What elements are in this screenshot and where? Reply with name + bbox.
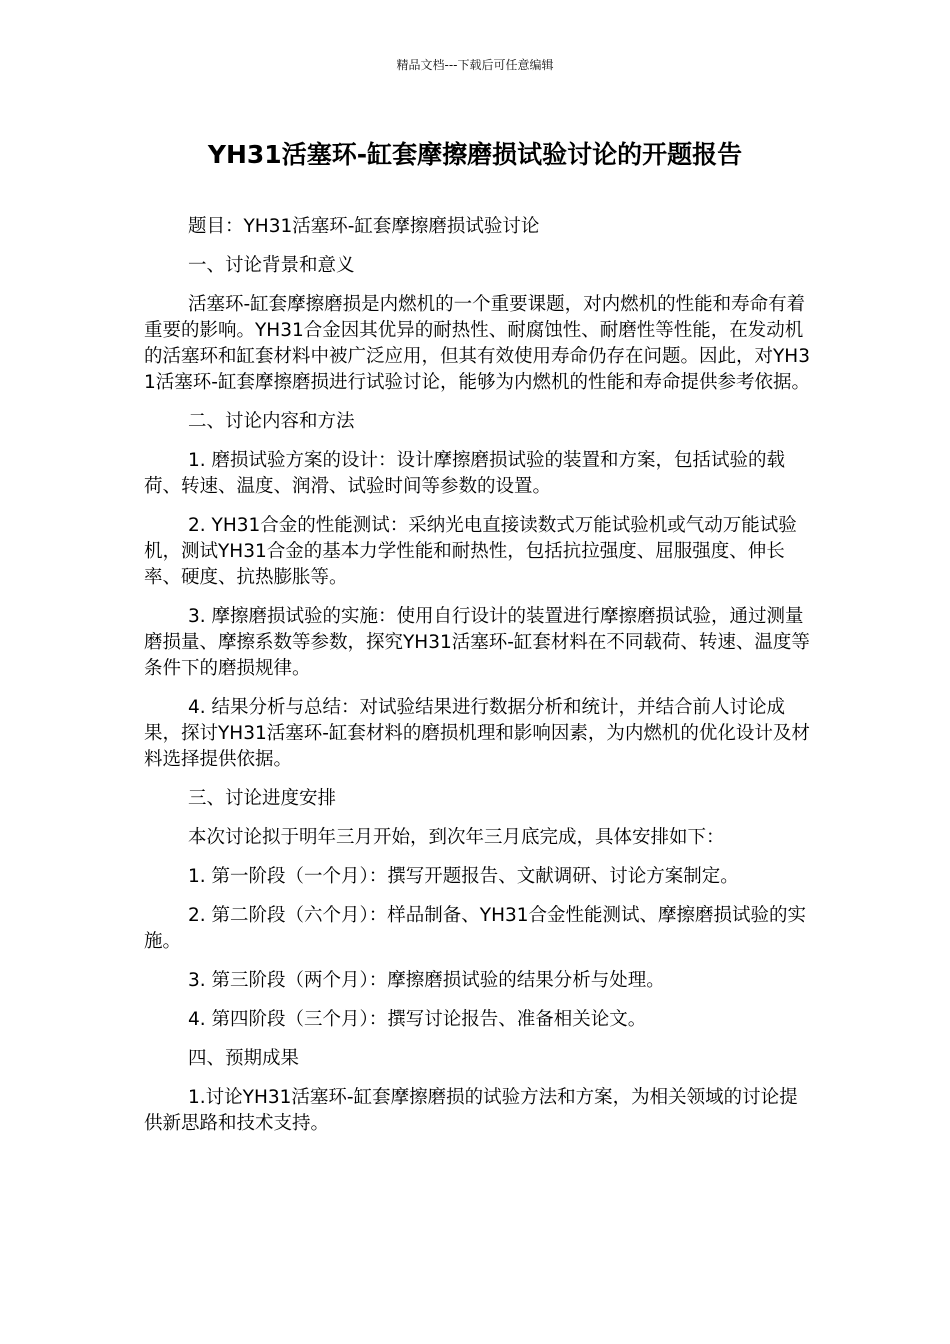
method-item-1: 1. 磨损试验方案的设计：设计摩擦磨损试验的装置和方案，包括试验的载荷、转速、温度、润滑、试验时间等参数的设置。 [144,450,786,497]
schedule-item-4: 4. 第四阶段（三个月）：撰写讨论报告、准备相关论文。 [188,1009,647,1030]
schedule-item-2: 2. 第二阶段（六个月）：样品制备、YH31合金性能测试、摩擦磨损试验的实施。 [144,905,807,952]
schedule-item-3: 3. 第三阶段（两个月）：摩擦磨损试验的结果分析与处理。 [188,970,665,991]
document-title: YH31活塞环-缸套摩擦磨损试验讨论的开题报告 [207,140,743,169]
section-heading-background: 一、讨论背景和意义 [188,255,355,276]
method-item-2: 2. YH31合金的性能测试：采纳光电直接读数式万能试验机或气动万能试验机，测试YH31合金的基本力学性能和耐热性，包括抗拉强度、屈服强度、伸长率、硬度、抗热膨胀等。 [144,515,797,588]
method-item-3: 3. 摩擦磨损试验的实施：使用自行设计的装置进行摩擦磨损试验，通过测量磨损量、摩擦系数等参数，探究YH31活塞环-缸套材料在不同载荷、转速、温度等条件下的磨损规律。 [144,606,810,679]
background-paragraph: 活塞环-缸套摩擦磨损是内燃机的一个重要课题，对内燃机的性能和寿命有着重要的影响。YH31合金因其优异的耐热性、耐腐蚀性、耐磨性等性能，在发动机的活塞环和缸套材料中被广泛应用，但其有效使用寿命仍存在问题。因此，对YH31活塞环-缸套摩擦磨损进行试验讨论，能够为内燃机的性能和寿命提供参考依据。 [144,294,810,393]
topic-line: 题目：YH31活塞环-缸套摩擦磨损试验讨论 [188,216,540,237]
section-heading-schedule: 三、讨论进度安排 [188,788,337,809]
document-body [144,214,810,1150]
page-header: 精品文档---下载后可任意编辑 [396,58,554,72]
section-heading-expected-results: 四、预期成果 [188,1048,300,1069]
section-heading-content-methods: 二、讨论内容和方法 [188,411,355,432]
schedule-item-1: 1. 第一阶段（一个月）：撰写开题报告、文献调研、讨论方案制定。 [188,866,739,887]
method-item-4: 4. 结果分析与总结：对试验结果进行数据分析和统计，并结合前人讨论成果，探讨YH31活塞环-缸套材料的磨损机理和影响因素，为内燃机的优化设计及材料选择提供依据。 [144,697,810,770]
expected-result-1: 1.讨论YH31活塞环-缸套摩擦磨损的试验方法和方案，为相关领域的讨论提供新思路和技术支持。 [144,1087,798,1134]
schedule-intro: 本次讨论拟于明年三月开始，到次年三月底完成，具体安排如下： [188,827,725,848]
